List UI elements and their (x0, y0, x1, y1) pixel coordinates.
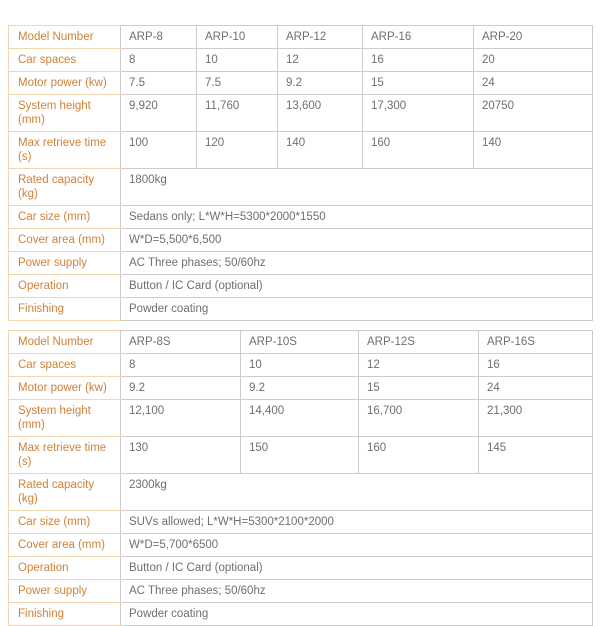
cell-value: 1800kg (121, 169, 593, 206)
cell-value: 15 (363, 72, 474, 95)
table-row-motor-power (9, 377, 593, 400)
cell-value: ARP-10 (197, 26, 278, 49)
cell-value: 20 (474, 49, 593, 72)
cell-value: SUVs allowed; L*W*H=5300*2100*2000 (121, 511, 593, 534)
cell-value: 17,300 (363, 95, 474, 132)
cell-value: W*D=5,700*6500 (121, 534, 593, 557)
row-label: Cover area (mm) (9, 534, 121, 557)
cell-value: 2300kg (121, 474, 593, 511)
row-label: Car spaces (9, 354, 121, 377)
cell-value: ARP-16 (363, 26, 474, 49)
table-row-car-size (9, 206, 593, 229)
table-row-rated-capacity (9, 169, 593, 206)
cell-value: 9.2 (121, 377, 241, 400)
cell-value: 160 (359, 437, 479, 474)
cell-value: ARP-16S (479, 331, 593, 354)
table-row-car-size (9, 511, 593, 534)
row-label: Finishing (9, 603, 121, 626)
cell-value: 20750 (474, 95, 593, 132)
table-row-max-retrieve-time (9, 437, 593, 474)
row-label: Finishing (9, 298, 121, 321)
table-row-rated-capacity (9, 474, 593, 511)
cell-value: 140 (278, 132, 363, 169)
cell-value: W*D=5,500*6,500 (121, 229, 593, 252)
cell-value: ARP-20 (474, 26, 593, 49)
cell-value: 7.5 (197, 72, 278, 95)
cell-value: Button / IC Card (optional) (121, 557, 593, 580)
table-row-cover-area (9, 534, 593, 557)
row-label: Model Number (9, 331, 121, 354)
spec-table-arp (8, 25, 593, 321)
cell-value: 12,100 (121, 400, 241, 437)
cell-value: 9,920 (121, 95, 197, 132)
cell-value: 130 (121, 437, 241, 474)
cell-value: Powder coating (121, 298, 593, 321)
row-label: System height (mm) (9, 400, 121, 437)
cell-value: Powder coating (121, 603, 593, 626)
cell-value: 9.2 (241, 377, 359, 400)
cell-value: 16 (363, 49, 474, 72)
row-label: Car spaces (9, 49, 121, 72)
cell-value: 150 (241, 437, 359, 474)
cell-value: ARP-10S (241, 331, 359, 354)
table-row-operation (9, 557, 593, 580)
cell-value: 24 (479, 377, 593, 400)
cell-value: AC Three phases; 50/60hz (121, 252, 593, 275)
cell-value: 145 (479, 437, 593, 474)
row-label: Operation (9, 557, 121, 580)
table-row-motor-power (9, 72, 593, 95)
cell-value: 16 (479, 354, 593, 377)
cell-value: 16,700 (359, 400, 479, 437)
row-label: Model Number (9, 26, 121, 49)
row-label: Cover area (mm) (9, 229, 121, 252)
cell-value: ARP-8 (121, 26, 197, 49)
row-label: Motor power (kw) (9, 377, 121, 400)
cell-value: 15 (359, 377, 479, 400)
cell-value: 8 (121, 49, 197, 72)
cell-value: 24 (474, 72, 593, 95)
table-row-power-supply (9, 580, 593, 603)
table-row-operation (9, 275, 593, 298)
cell-value: 12 (278, 49, 363, 72)
row-label: Motor power (kw) (9, 72, 121, 95)
table-row-cover-area (9, 229, 593, 252)
row-label: Rated capacity (kg) (9, 169, 121, 206)
table-row-car-spaces (9, 354, 593, 377)
row-label: Operation (9, 275, 121, 298)
cell-value: ARP-8S (121, 331, 241, 354)
table-row-car-spaces (9, 49, 593, 72)
cell-value: 140 (474, 132, 593, 169)
table-row-system-height (9, 400, 593, 437)
row-label: Power supply (9, 580, 121, 603)
cell-value: 7.5 (121, 72, 197, 95)
table-row-max-retrieve-time (9, 132, 593, 169)
spec-table-arp-s (8, 330, 593, 626)
row-label: Max retrieve time (s) (9, 132, 121, 169)
cell-value: 12 (359, 354, 479, 377)
cell-value: 160 (363, 132, 474, 169)
cell-value: Sedans only; L*W*H=5300*2000*1550 (121, 206, 593, 229)
cell-value: 14,400 (241, 400, 359, 437)
row-label: Car size (mm) (9, 206, 121, 229)
cell-value: 13,600 (278, 95, 363, 132)
row-label: Max retrieve time (s) (9, 437, 121, 474)
row-label: Power supply (9, 252, 121, 275)
cell-value: 100 (121, 132, 197, 169)
cell-value: Button / IC Card (optional) (121, 275, 593, 298)
cell-value: ARP-12S (359, 331, 479, 354)
cell-value: 21,300 (479, 400, 593, 437)
table-row-finishing (9, 603, 593, 626)
row-label: Car size (mm) (9, 511, 121, 534)
table-row-finishing (9, 298, 593, 321)
table-row-system-height (9, 95, 593, 132)
cell-value: 120 (197, 132, 278, 169)
cell-value: 10 (197, 49, 278, 72)
table-row-model-number (9, 26, 593, 49)
row-label: System height (mm) (9, 95, 121, 132)
cell-value: ARP-12 (278, 26, 363, 49)
cell-value: 8 (121, 354, 241, 377)
cell-value: AC Three phases; 50/60hz (121, 580, 593, 603)
row-label: Rated capacity (kg) (9, 474, 121, 511)
table-row-model-number (9, 331, 593, 354)
cell-value: 9.2 (278, 72, 363, 95)
table-row-power-supply (9, 252, 593, 275)
cell-value: 11,760 (197, 95, 278, 132)
cell-value: 10 (241, 354, 359, 377)
